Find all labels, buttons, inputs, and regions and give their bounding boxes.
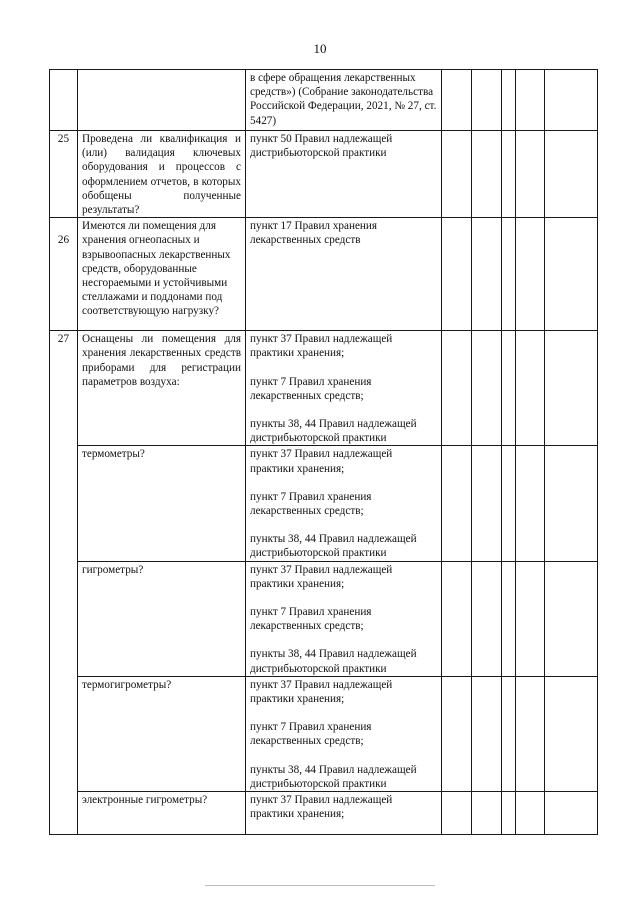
- answer-cell: [516, 131, 545, 218]
- answer-cell: [442, 792, 472, 835]
- answer-cell: [502, 792, 516, 835]
- checklist-table: [49, 69, 598, 835]
- answer-cell: [502, 131, 516, 218]
- row-question: термометры?: [78, 446, 246, 561]
- answer-cell: [545, 131, 598, 218]
- table-row: [50, 676, 598, 791]
- row-question: Проведена ли квалификация и (или) валидация ключевых оборудования и процессов с оформлением отчетов, в которых обобщены полученные результаты?: [78, 131, 246, 218]
- answer-cell: [516, 70, 545, 131]
- answer-cell: [545, 331, 598, 446]
- reference-text: пункт 37 Правил надлежащей практики хранения;: [250, 333, 393, 360]
- row-question: Имеются ли помещения для хранения огнеопасных и взрывоопасных лекарственных средств, оборудованные несгораемыми и устойчивыми стеллажами и поддонами под соответствующую нагрузку?: [78, 218, 246, 331]
- answer-cell: [545, 70, 598, 131]
- row-question: [78, 70, 246, 131]
- answer-cell: [516, 561, 545, 676]
- answer-cell: [442, 446, 472, 561]
- row-number: 27: [50, 331, 78, 835]
- scan-artifact-line: [205, 885, 435, 886]
- answer-cell: [472, 792, 502, 835]
- reference-text: пункты 38, 44 Правил надлежащей дистрибьюторской практики: [250, 418, 417, 445]
- row-reference: [246, 218, 442, 331]
- answer-cell: [516, 676, 545, 791]
- answer-cell: [516, 218, 545, 331]
- answer-cell: [502, 446, 516, 561]
- answer-cell: [545, 446, 598, 561]
- table-row: [50, 561, 598, 676]
- row-reference: [246, 792, 442, 835]
- row-reference: [246, 676, 442, 791]
- row-number: 26: [50, 218, 78, 331]
- answer-cell: [442, 131, 472, 218]
- row-number: [50, 70, 78, 131]
- row-question: электронные гигрометры?: [78, 792, 246, 835]
- answer-cell: [516, 446, 545, 561]
- reference-text: пункт 37 Правил надлежащей практики хранения;: [250, 678, 393, 706]
- reference-text: пункт 37 Правил надлежащей практики хранения;: [250, 794, 393, 821]
- reference-text: пункт 37 Правил надлежащей практики хранения;: [250, 448, 393, 475]
- reference-text: пункты 38, 44 Правил надлежащей дистрибьюторской практики: [250, 648, 417, 675]
- reference-text: пункты 38, 44 Правил надлежащей дистрибьюторской практики: [250, 533, 417, 560]
- answer-cell: [545, 792, 598, 835]
- answer-cell: [442, 561, 472, 676]
- answer-cell: [516, 331, 545, 446]
- reference-text: пункт 17 Правил хранения лекарственных средств: [250, 220, 378, 247]
- table-row: [50, 70, 598, 131]
- answer-cell: [472, 70, 502, 131]
- answer-cell: [502, 676, 516, 791]
- row-question: термогигрометры?: [78, 676, 246, 791]
- answer-cell: [472, 446, 502, 561]
- answer-cell: [502, 331, 516, 446]
- answer-cell: [502, 218, 516, 331]
- answer-cell: [472, 676, 502, 791]
- page-number: 10: [313, 41, 327, 56]
- answer-cell: [516, 792, 545, 835]
- reference-text: пункты 38, 44 Правил надлежащей дистрибьюторской практики: [250, 763, 417, 790]
- row-reference: [246, 70, 442, 131]
- answer-cell: [442, 331, 472, 446]
- row-reference: [246, 331, 442, 446]
- row-reference: [246, 131, 442, 218]
- answer-cell: [502, 561, 516, 676]
- reference-text: пункт 7 Правил хранения лекарственных средств;: [250, 490, 372, 518]
- answer-cell: [442, 676, 472, 791]
- table-row: [50, 446, 598, 561]
- answer-cell: [442, 70, 472, 131]
- table-row: [50, 218, 598, 331]
- answer-cell: [502, 70, 516, 131]
- answer-cell: [472, 561, 502, 676]
- row-question: гигрометры?: [78, 561, 246, 676]
- answer-cell: [545, 561, 598, 676]
- row-reference: [246, 446, 442, 561]
- table-row: [50, 331, 598, 446]
- row-reference: [246, 561, 442, 676]
- answer-cell: [442, 218, 472, 331]
- table-row: [50, 792, 598, 835]
- reference-text: пункт 37 Правил надлежащей практики хранения;: [250, 563, 393, 590]
- reference-text: пункт 50 Правил надлежащей дистрибьюторской практики: [250, 133, 393, 160]
- answer-cell: [545, 676, 598, 791]
- answer-cell: [472, 131, 502, 218]
- reference-text: пункт 7 Правил хранения лекарственных средств;: [250, 375, 372, 402]
- row-number: 25: [50, 131, 78, 218]
- answer-cell: [472, 331, 502, 446]
- reference-text: пункт 7 Правил хранения лекарственных средств;: [250, 606, 372, 633]
- table-row: [50, 131, 598, 218]
- answer-cell: [545, 218, 598, 331]
- answer-cell: [472, 218, 502, 331]
- reference-text: в сфере обращения лекарственных средств») (Собрание законодательства Российской Федерации, 2021, № 27, ст. 5427): [250, 72, 437, 127]
- reference-text: пункт 7 Правил хранения лекарственных средств;: [250, 721, 372, 748]
- row-question: Оснащены ли помещения для хранения лекарственных средств приборами для регистрации параметров воздуха:: [78, 331, 246, 446]
